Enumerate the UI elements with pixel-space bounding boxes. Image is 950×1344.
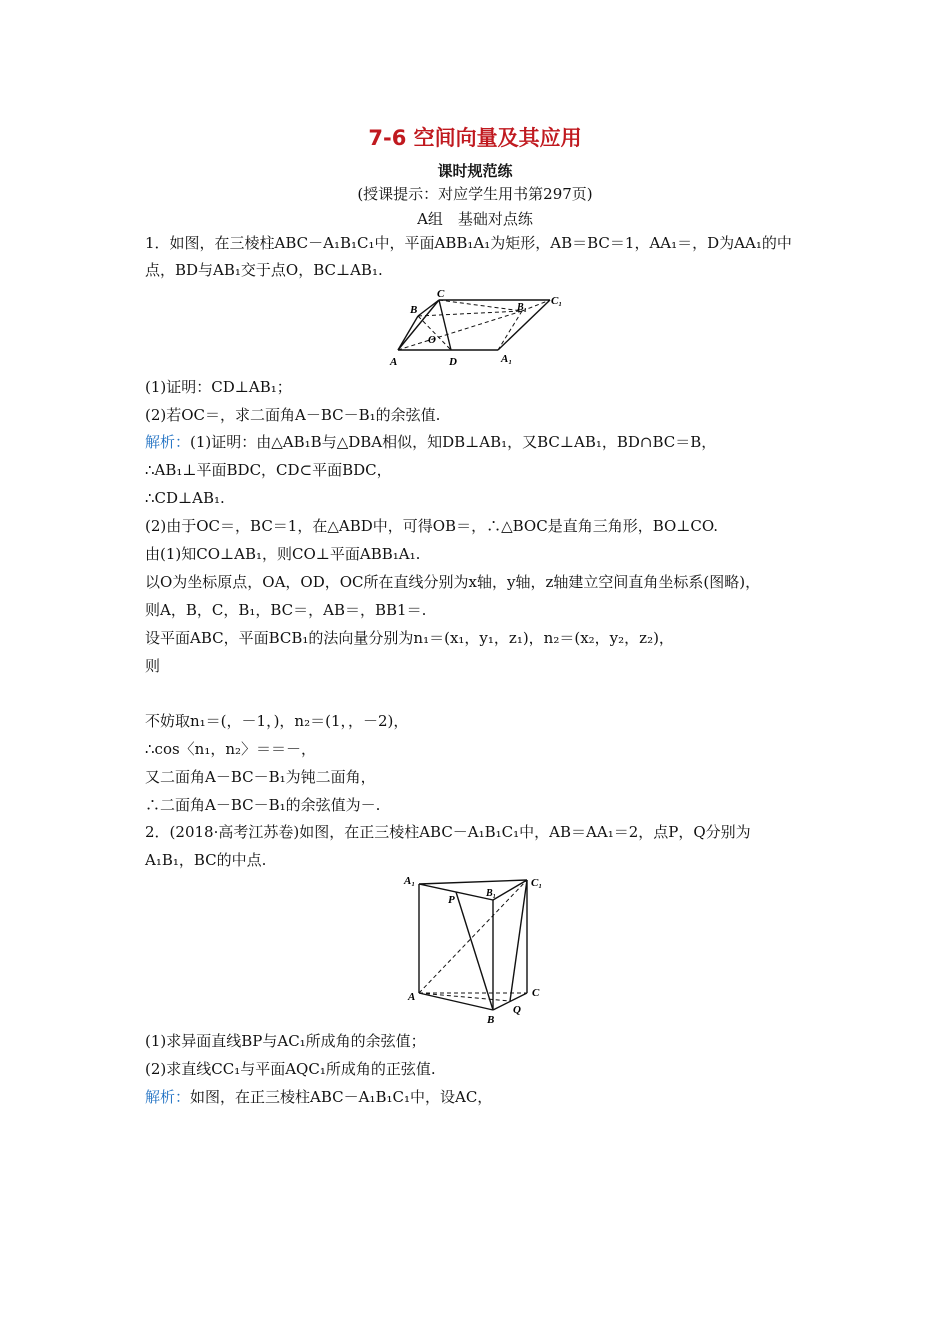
text-line: ∴CD⊥AB₁. — [145, 489, 225, 507]
text-line: ∴cos〈n₁，n₂〉＝＝－， — [145, 740, 317, 758]
fig2-label-Q: Q — [513, 1004, 521, 1016]
fig2-label-C: C — [532, 987, 540, 999]
page-title: 7-6 空间向量及其应用 — [368, 126, 582, 150]
fig1-label-C1: C₁ — [551, 295, 563, 307]
group-heading: A组 基础对点练 — [417, 210, 533, 228]
text-line: 则 — [145, 657, 161, 675]
text-line: 则A，B，C，B₁，BC＝，AB＝，BB1＝. — [145, 601, 427, 619]
fig1-label-O: O — [428, 334, 436, 346]
textbook-hint: (授课提示：对应学生用书第297页) — [357, 185, 593, 203]
text-line: 2．(2018·高考江苏卷)如图，在正三棱柱ABC－A₁B₁C₁中，AB＝AA₁＝2，点P，Q分别为 — [145, 823, 751, 841]
text-line: 1．如图，在三棱柱ABC－A₁B₁C₁中，平面ABB₁A₁为矩形，AB＝BC＝1，AA₁＝，D为AA₁的中 — [145, 234, 792, 252]
fig1-label-B: B — [410, 304, 418, 316]
text-line: (1)求异面直线BP与AC₁所成角的余弦值； — [145, 1032, 426, 1050]
fig2-label-B: B — [487, 1014, 495, 1025]
fig2-label-A1: A₁ — [404, 875, 416, 887]
text-line: 点，BD与AB₁交于点O，BC⊥AB₁. — [145, 261, 383, 279]
fig1-label-D: D — [449, 356, 457, 368]
solution-line: 解析：如图，在正三棱柱ABC－A₁B₁C₁中，设AC， — [145, 1088, 493, 1106]
text-line: ∴AB₁⊥平面BDC，CD⊂平面BDC， — [145, 461, 392, 479]
section-subtitle: 课时规范练 — [437, 162, 513, 180]
fig2-label-C1: C₁ — [531, 877, 543, 889]
text-line: 不妨取n₁＝(，－1，)，n₂＝(1，，－2)， — [145, 712, 409, 730]
text-line: (2)若OC＝，求二面角A－BC－B₁的余弦值. — [145, 406, 441, 424]
figure-triangular-prism-1 — [385, 288, 575, 370]
fig1-label-A: A — [390, 356, 398, 368]
solution-line: 解析：(1)证明：由△AB₁B与△DBA相似，知DB⊥AB₁，又BC⊥AB₁，BD∩BC＝B， — [145, 433, 717, 451]
fig1-label-A1: A₁ — [501, 353, 513, 365]
fig2-label-P: P — [448, 894, 455, 906]
fig1-label-B1: B₁ — [517, 302, 528, 313]
text-line: 设平面ABC，平面BCB₁的法向量分别为n₁＝(x₁，y₁，z₁)，n₂＝(x₂，y₂，z₂)， — [145, 629, 674, 647]
text-line: ∴二面角A－BC－B₁的余弦值为－. — [145, 796, 381, 814]
text-line: (2)求直线CC₁与平面AQC₁所成角的正弦值. — [145, 1060, 436, 1078]
solution-label: 解析： — [145, 1088, 191, 1106]
figure-regular-prism-2 — [400, 870, 555, 1025]
text-line: (1)证明：CD⊥AB₁； — [145, 378, 292, 396]
text-line: 由(1)知CO⊥AB₁，则CO⊥平面ABB₁A₁. — [145, 545, 421, 563]
fig1-label-C: C — [437, 288, 445, 300]
fig2-label-B1: B₁ — [486, 888, 497, 899]
text-line: A₁B₁，BC的中点. — [145, 851, 267, 869]
solution-label: 解析： — [145, 433, 191, 451]
text-line: (2)由于OC＝，BC＝1，在△ABD中，可得OB＝，∴△BOC是直角三角形，BO⊥CO. — [145, 517, 719, 535]
fig2-label-A: A — [408, 991, 416, 1003]
text-line: 以O为坐标原点，OA，OD，OC所在直线分别为x轴，y轴，z轴建立空间直角坐标系(图略)， — [145, 573, 761, 591]
text-line: 又二面角A－BC－B₁为钝二面角， — [145, 768, 376, 786]
